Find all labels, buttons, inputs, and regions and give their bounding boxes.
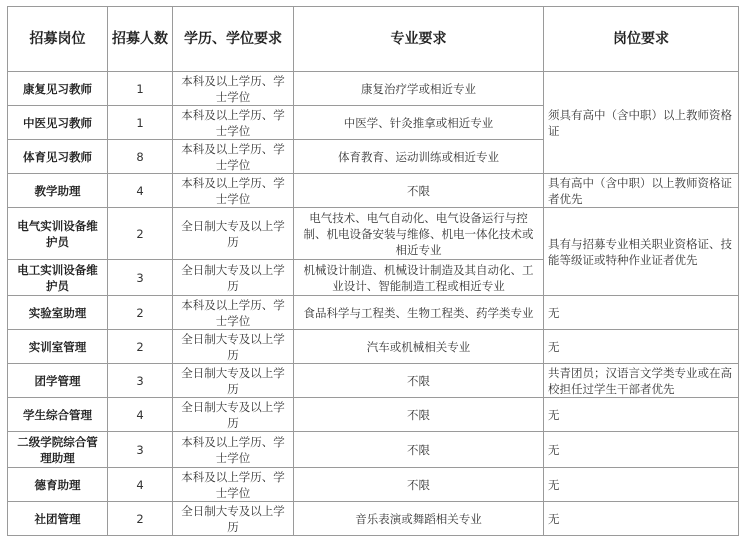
position-cell: 二级学院综合管理助理 <box>8 432 108 468</box>
header-count: 招募人数 <box>108 7 173 72</box>
count-cell: 2 <box>108 296 173 330</box>
table-row <box>8 468 739 502</box>
education-cell: 本科及以上学历、学士学位 <box>173 468 294 502</box>
table-row <box>8 208 739 260</box>
count-cell: 3 <box>108 364 173 398</box>
position-cell: 实验室助理 <box>8 296 108 330</box>
major-cell: 体育教育、运动训练或相近专业 <box>294 140 544 174</box>
major-cell: 机械设计制造、机械设计制造及其自动化、工业设计、智能制造工程或相近专业 <box>294 260 544 296</box>
education-cell: 本科及以上学历、学士学位 <box>173 432 294 468</box>
education-cell: 全日制大专及以上学历 <box>173 330 294 364</box>
education-cell: 本科及以上学历、学士学位 <box>173 174 294 208</box>
education-cell: 全日制大专及以上学历 <box>173 260 294 296</box>
major-cell: 电气技术、电气自动化、电气设备运行与控制、机电设备安装与维修、机电一体化技术或相近专业 <box>294 208 544 260</box>
count-cell: 2 <box>108 208 173 260</box>
position-cell: 电气实训设备维护员 <box>8 208 108 260</box>
table-row <box>8 502 739 536</box>
position-cell: 体育见习教师 <box>8 140 108 174</box>
major-cell: 音乐表演或舞蹈相关专业 <box>294 502 544 536</box>
requirement-cell: 无 <box>544 398 739 432</box>
requirement-cell: 无 <box>544 502 739 536</box>
position-cell: 康复见习教师 <box>8 72 108 106</box>
major-cell: 不限 <box>294 468 544 502</box>
requirement-cell: 共青团员；汉语言文学类专业或在高校担任过学生干部者优先 <box>544 364 739 398</box>
education-cell: 全日制大专及以上学历 <box>173 364 294 398</box>
education-cell: 本科及以上学历、学士学位 <box>173 140 294 174</box>
position-cell: 教学助理 <box>8 174 108 208</box>
count-cell: 4 <box>108 468 173 502</box>
position-cell: 学生综合管理 <box>8 398 108 432</box>
count-cell: 4 <box>108 398 173 432</box>
position-cell: 实训室管理 <box>8 330 108 364</box>
count-cell: 3 <box>108 260 173 296</box>
requirement-cell: 无 <box>544 468 739 502</box>
major-cell: 食品科学与工程类、生物工程类、药学类专业 <box>294 296 544 330</box>
count-cell: 2 <box>108 330 173 364</box>
header-education: 学历、学位要求 <box>173 7 294 72</box>
major-cell: 康复治疗学或相近专业 <box>294 72 544 106</box>
count-cell: 1 <box>108 106 173 140</box>
requirement-cell: 须具有高中（含中职）以上教师资格证 <box>544 72 739 174</box>
count-cell: 3 <box>108 432 173 468</box>
count-cell: 2 <box>108 502 173 536</box>
major-cell: 不限 <box>294 432 544 468</box>
position-cell: 中医见习教师 <box>8 106 108 140</box>
major-cell: 汽车或机械相关专业 <box>294 330 544 364</box>
position-cell: 德育助理 <box>8 468 108 502</box>
education-cell: 本科及以上学历、学士学位 <box>173 106 294 140</box>
recruitment-table <box>7 6 739 536</box>
position-cell: 社团管理 <box>8 502 108 536</box>
requirement-cell: 无 <box>544 296 739 330</box>
table-row <box>8 364 739 398</box>
requirement-cell: 无 <box>544 330 739 364</box>
table-row <box>8 330 739 364</box>
major-cell: 不限 <box>294 398 544 432</box>
count-cell: 1 <box>108 72 173 106</box>
education-cell: 全日制大专及以上学历 <box>173 208 294 260</box>
education-cell: 全日制大专及以上学历 <box>173 502 294 536</box>
major-cell: 不限 <box>294 174 544 208</box>
table-row <box>8 174 739 208</box>
major-cell: 不限 <box>294 364 544 398</box>
count-cell: 8 <box>108 140 173 174</box>
header-row <box>8 7 739 72</box>
education-cell: 本科及以上学历、学士学位 <box>173 72 294 106</box>
education-cell: 全日制大专及以上学历 <box>173 398 294 432</box>
requirement-cell: 具有与招募专业相关职业资格证、技能等级证或特种作业证者优先 <box>544 208 739 296</box>
major-cell: 中医学、针灸推拿或相近专业 <box>294 106 544 140</box>
header-requirement: 岗位要求 <box>544 7 739 72</box>
requirement-cell: 具有高中（含中职）以上教师资格证者优先 <box>544 174 739 208</box>
position-cell: 电工实训设备维护员 <box>8 260 108 296</box>
count-cell: 4 <box>108 174 173 208</box>
education-cell: 本科及以上学历、学士学位 <box>173 296 294 330</box>
table-row <box>8 296 739 330</box>
table-row <box>8 398 739 432</box>
header-position: 招募岗位 <box>8 7 108 72</box>
position-cell: 团学管理 <box>8 364 108 398</box>
table-row <box>8 72 739 106</box>
requirement-cell: 无 <box>544 432 739 468</box>
table-row <box>8 432 739 468</box>
header-major: 专业要求 <box>294 7 544 72</box>
